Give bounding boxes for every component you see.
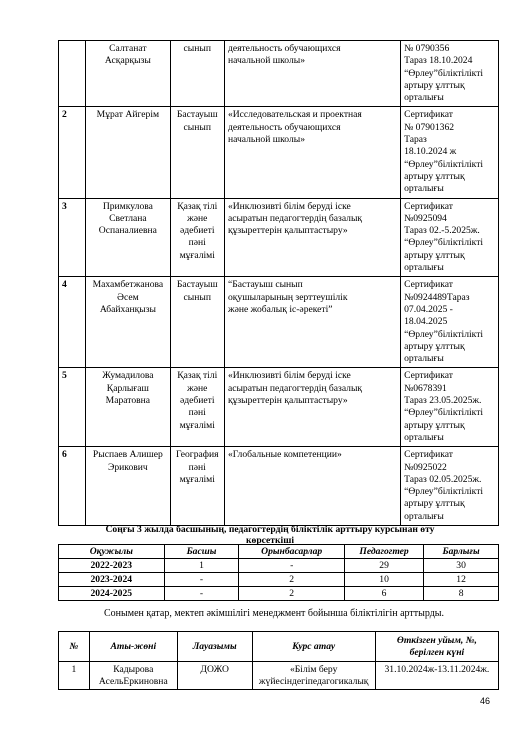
summary-title: [70, 524, 470, 546]
certificate-info: [401, 41, 499, 107]
teacher-position-line: мұғалімі: [179, 473, 215, 485]
teacher-position: [170, 41, 224, 107]
teacher-position-line: Бастауыш: [176, 279, 218, 291]
course-title: [224, 277, 400, 368]
teacher-position-line: сынып: [183, 121, 211, 133]
course-title-line: деятельность обучающихся: [227, 121, 341, 133]
summary-cell: -: [164, 573, 239, 587]
col-header-num: №: [59, 632, 90, 662]
certificate-info-line: орталығы: [404, 92, 444, 104]
certificate-info-line: “Өрлеу”біліктілікті: [404, 158, 484, 170]
table-row: [59, 198, 499, 277]
summary-cell: 2: [239, 587, 345, 601]
certificate-info-line: орталығы: [404, 183, 444, 195]
certificate-info-line: 07.04.2025 -: [404, 303, 453, 315]
certificate-info-line: “Өрлеу”біліктілікті: [404, 407, 484, 419]
teacher-name-line: Светлана: [109, 212, 147, 224]
teacher-name-line: Оспаналиевна: [98, 225, 157, 237]
summary-cell: 6: [344, 587, 423, 601]
col-header-issued: Өткізген уйым, №, берілген күні: [375, 632, 498, 662]
admin-paragraph: Сонымен қатар, мектеп әкімшілігі менеджмент бойынша біліктілігін арттырды.: [104, 608, 445, 619]
summary-row: [59, 587, 499, 601]
certificate-info-line: артыру ұлттық: [404, 249, 465, 261]
teacher-name-line: Жумадилова: [102, 370, 154, 382]
certificate-info-line: № 0790356: [404, 43, 450, 54]
certificate-info-line: артыру ұлттық: [404, 170, 465, 182]
teacher-position-line: пәні: [188, 237, 206, 249]
col-header-year: Оқужылы: [59, 545, 165, 559]
certificate-info-line: Сертификат: [404, 370, 453, 382]
col-header-total: Барлығы: [424, 545, 499, 559]
certificate-info-line: №0925022: [404, 461, 447, 473]
table-row: [59, 368, 499, 447]
teacher-position-line: География: [175, 449, 219, 461]
certificate-info: [401, 277, 499, 368]
col-header-position: Лауазымы: [177, 632, 252, 662]
summary-year: 2024-2025: [59, 587, 165, 601]
teacher-position-line: Қазақ тілі: [177, 370, 218, 382]
row-number: 6: [59, 447, 86, 526]
certificate-info-line: орталығы: [404, 262, 444, 274]
course-title-line: «Инклюзивті білім беруді іске: [227, 200, 351, 212]
admin-course-line: «Білім беру жүйесіндегі: [258, 664, 338, 687]
summary-cell: 1: [164, 559, 239, 573]
course-title-line: асыратын педагогтердің базалық: [227, 212, 363, 224]
certificate-info-line: “Өрлеу”біліктілікті: [404, 328, 484, 340]
admin-position: [177, 662, 252, 690]
admin-issued-line: 31.10.2024ж-: [384, 664, 438, 675]
summary-title-line: көрсеткіші: [246, 535, 294, 546]
course-title-line: начальной школы»: [227, 134, 306, 146]
summary-title-line: Соңғы 3 жылда басшының, педагогтердің біліктілік арттыру курсынан өту: [105, 524, 435, 535]
certificate-info: [401, 198, 499, 277]
table-row: [59, 447, 499, 526]
row-number: 5: [59, 368, 86, 447]
teacher-position: [170, 277, 224, 368]
admin-row: [59, 662, 499, 690]
row-number: 3: [59, 198, 86, 277]
course-title: [224, 447, 400, 526]
certificate-info-line: Сертификат: [404, 109, 453, 121]
summary-cell: 10: [344, 573, 423, 587]
teacher-position: [170, 107, 224, 198]
teacher-position-line: және: [187, 382, 208, 394]
summary-cell: 29: [344, 559, 423, 573]
teacher-name-line: Салтанат: [109, 43, 147, 54]
admin-position-line: ДОЖО: [200, 664, 229, 675]
certificate-info: [401, 107, 499, 198]
certificate-info-line: Тараз 18.10.2024: [404, 55, 473, 67]
teacher-name-line: Примкулова: [102, 200, 153, 212]
certificate-info-line: Сертификат: [404, 279, 453, 291]
course-title: [224, 107, 400, 198]
admin-name: [89, 662, 177, 690]
certificate-info-line: артыру ұлттық: [404, 498, 465, 510]
teacher-position-line: және: [187, 212, 208, 224]
teacher-name: [86, 277, 170, 368]
teachers-courses-table: [58, 40, 499, 526]
summary-cell: 30: [424, 559, 499, 573]
summary-cell: 8: [424, 587, 499, 601]
certificate-info-line: орталығы: [404, 431, 444, 443]
row-number: [59, 41, 86, 107]
certificate-info-line: Тараз: [404, 134, 427, 146]
admin-name-line: Кадырова Асель: [98, 664, 154, 687]
teacher-position-line: пәні: [188, 461, 206, 473]
course-title-line: начальной школы»: [227, 55, 306, 67]
course-title-line: «Исследовательская и проектная: [227, 109, 362, 121]
admin-header-row: [59, 632, 499, 662]
teacher-name-line: Әсем: [117, 291, 139, 303]
teacher-position-line: сынып: [183, 291, 211, 303]
table-row: [59, 277, 499, 368]
teacher-position-line: мұғалімі: [179, 419, 215, 431]
admin-issued: [375, 662, 498, 690]
summary-cell: -: [239, 559, 345, 573]
teacher-name-line: Рыспаев Алишер: [92, 449, 163, 461]
teacher-name-line: Мұрат Айгерім: [96, 109, 160, 121]
admin-courses-table: [58, 631, 499, 690]
summary-year: 2023-2024: [59, 573, 165, 587]
certificate-info-line: “Өрлеу”біліктілікті: [404, 237, 484, 249]
certificate-info-line: № 07901362: [404, 121, 455, 133]
col-header-name: Аты-жөні: [89, 632, 177, 662]
certificate-info: [401, 447, 499, 526]
certificate-info: [401, 368, 499, 447]
teacher-position-line: Бастауыш: [176, 109, 218, 121]
page-number: 46: [480, 696, 491, 706]
certificate-info-line: орталығы: [404, 353, 444, 365]
row-number: 2: [59, 107, 86, 198]
summary-year: 2022-2023: [59, 559, 165, 573]
certificate-info-line: №0925094: [404, 212, 447, 224]
teacher-name: [86, 447, 170, 526]
table-row: [59, 107, 499, 198]
certificate-info-line: орталығы: [404, 510, 444, 522]
course-title-line: асыратын педагогтердің базалық: [227, 382, 363, 394]
teacher-position-line: әдебиеті: [179, 395, 215, 407]
certificate-info-line: Тараз 23.05.2025ж.: [404, 395, 482, 407]
teacher-name-line: Қарлығаш: [106, 382, 149, 394]
teacher-name-line: Абайханқызы: [99, 303, 156, 315]
admin-course: [252, 662, 375, 690]
course-title-line: құзыреттерін қалыптастыру»: [227, 225, 348, 237]
certificate-info-line: “Өрлеу”біліктілікті: [404, 486, 484, 498]
admin-course-line: педагогикалық: [307, 675, 369, 687]
summary-row: [59, 573, 499, 587]
course-title-line: және жобалық іс-әрекеті”: [227, 303, 333, 315]
course-title: [224, 41, 400, 107]
teacher-position: [170, 368, 224, 447]
certificate-info-line: Сертификат: [404, 449, 453, 461]
teacher-name-line: Эрикович: [108, 461, 148, 473]
teacher-position-line: сынып: [183, 43, 211, 54]
teacher-name: [86, 41, 170, 107]
course-title: [224, 198, 400, 277]
teacher-name-line: Махамбетжанова: [92, 279, 164, 291]
teacher-name-line: Маратовна: [105, 395, 151, 407]
teacher-position: [170, 198, 224, 277]
teacher-position-line: мұғалімі: [179, 249, 215, 261]
row-number: 4: [59, 277, 86, 368]
course-title: [224, 368, 400, 447]
certificate-info-line: 18.04.2025: [404, 316, 448, 328]
col-header-course: Курс атау: [252, 632, 375, 662]
course-title-line: оқушыларының зерттеушілік: [227, 291, 348, 303]
teacher-position-line: Қазақ тілі: [177, 200, 218, 212]
course-title-line: деятельность обучающихся: [227, 43, 341, 54]
course-title-line: «Инклюзивті білім беруді іске: [227, 370, 351, 382]
summary-table: [58, 544, 499, 601]
summary-row: [59, 559, 499, 573]
summary-header-row: [59, 545, 499, 559]
admin-row-number: 1: [59, 662, 90, 690]
summary-cell: 12: [424, 573, 499, 587]
teacher-position: [170, 447, 224, 526]
teacher-position-line: әдебиеті: [179, 225, 215, 237]
summary-cell: 2: [239, 573, 345, 587]
certificate-info-line: Сертификат: [404, 200, 453, 212]
col-header-head: Басшы: [164, 545, 239, 559]
teacher-name: [86, 107, 170, 198]
summary-cell: -: [164, 587, 239, 601]
course-title-line: «Глобальные компетенции»: [227, 449, 342, 461]
table-row: [59, 41, 499, 107]
certificate-info-line: артыру ұлттық: [404, 340, 465, 352]
certificate-info-line: артыру ұлттық: [404, 79, 465, 91]
certificate-info-line: №0678391: [404, 382, 447, 394]
col-header-deputies: Орынбасарлар: [239, 545, 345, 559]
certificate-info-line: артыру ұлттық: [404, 419, 465, 431]
certificate-info-line: “Өрлеу”біліктілікті: [404, 67, 484, 79]
teacher-name: [86, 198, 170, 277]
admin-issued-line: 13.11.2024ж.: [437, 664, 490, 675]
admin-name-line: Еркиновна: [123, 675, 168, 687]
certificate-info-line: 18.10.2024 ж: [404, 146, 457, 158]
course-title-line: “Бастауыш сынып: [227, 279, 303, 291]
teacher-name: [86, 368, 170, 447]
teacher-name-line: Асқарқызы: [104, 55, 151, 67]
course-title-line: құзыреттерін қалыптастыру»: [227, 395, 348, 407]
certificate-info-line: Тараз 02.05.2025ж.: [404, 473, 482, 485]
teacher-position-line: пәні: [188, 407, 206, 419]
certificate-info-line: №0924489Тараз: [404, 291, 470, 303]
col-header-teachers: Педагогтер: [344, 545, 423, 559]
certificate-info-line: Тараз 02.-5.2025ж.: [404, 225, 480, 237]
